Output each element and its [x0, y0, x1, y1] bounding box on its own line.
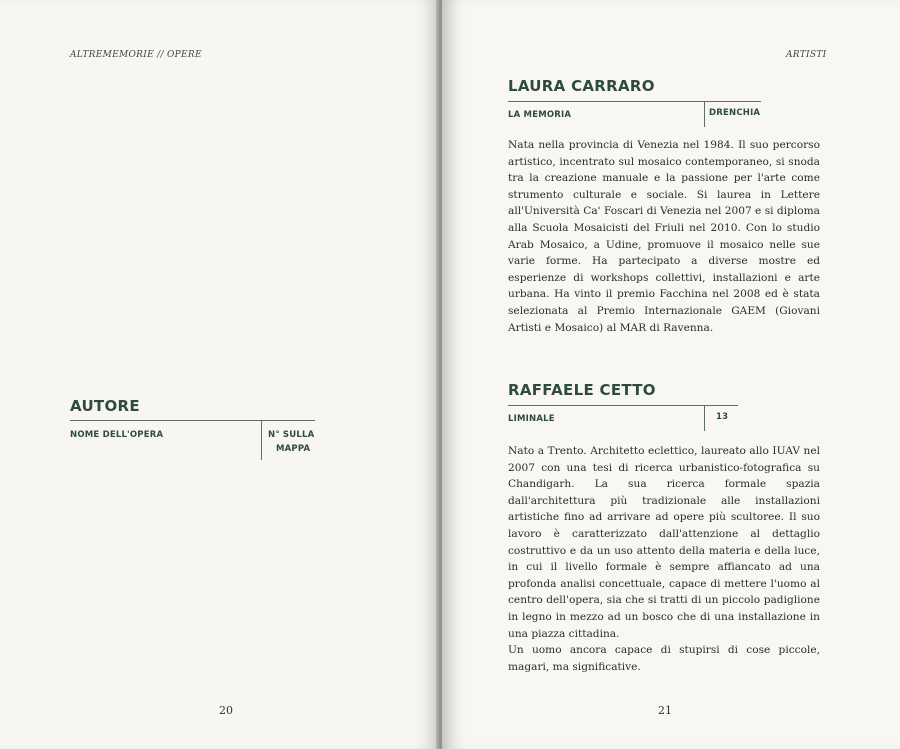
map-number-label-line2: MAPPA — [276, 444, 311, 454]
page-number-left: 20 — [219, 704, 233, 717]
bio-paragraph: Nato a Trento. Architetto eclettico, laureato allo IUAV nel 2007 con una tesi di ricerca urbanistico-fotografica su Chandigarh. La sua ricerca formale spazia dall'architettura più tradizionale alle installazioni artistiche fino ad arrivare ad opere più scultoree. Il suo lavoro è caratterizzato dall'attenzione al dettaglio costruttivo e da un uso attento della materia e della luce, in cui il livello formale è sempre affiancato ad una profonda analisi concettuale, capace di mettere l'uomo al centro dell'opera, sia che si tratti di un piccolo padiglione in legno in mezzo ad un bosco che di una installazione in una piazza cittadina. — [508, 445, 820, 640]
author-rule — [70, 420, 315, 421]
page-number-right: 21 — [658, 704, 672, 717]
map-number-label-line1: N° SULLA — [268, 430, 315, 440]
map-number: 13 — [716, 412, 729, 422]
bio-paragraph: Nata nella provincia di Venezia nel 1984. Il suo percorso artistico, incentrato sul mosaico contemporaneo, si snoda tra la creazione manuale e la passione per l'arte come strumento culturale e sociale. Si laurea in Lettere all'Università Ca' Foscari di Venezia nel 2007 e si diploma alla Scuola Mosaicisti del Friuli nel 2010. Con lo studio Arab Mosaico, a Udine, promuove il mosaico nelle sue varie forme. Ha partecipato a diverse mostre ed esperienze di workshops collettivi, installazioni e arte urbana. Ha vinto il premio Facchina nel 2008 ed è stata selezionata al Premio Internazionale GAEM (Giovani Artisti e Mosaico) al MAR di Ravenna. — [508, 139, 820, 334]
author-label: AUTORE — [70, 397, 140, 415]
artist-rule — [508, 101, 761, 102]
right-page — [442, 0, 900, 749]
bio-paragraph: Un uomo ancora capace di stupirsi di cose piccole, magari, ma significative. — [508, 644, 820, 673]
map-number: DRENCHIA — [709, 108, 761, 118]
artist-divider — [704, 405, 705, 431]
artist-bio — [508, 443, 820, 675]
artist-bio — [508, 137, 820, 336]
work-title: LIMINALE — [508, 414, 555, 424]
running-head-right: ARTISTI — [786, 50, 827, 60]
author-divider — [261, 420, 262, 460]
running-head-left: ALTREMEMORIE // OPERE — [70, 50, 202, 60]
left-page — [0, 0, 440, 749]
artist-name: RAFFAELE CETTO — [508, 381, 656, 399]
artist-name: LAURA CARRARO — [508, 77, 655, 95]
artist-divider — [704, 101, 705, 127]
work-name-label: NOME DELL'OPERA — [70, 430, 164, 440]
work-title: LA MEMORIA — [508, 110, 572, 120]
